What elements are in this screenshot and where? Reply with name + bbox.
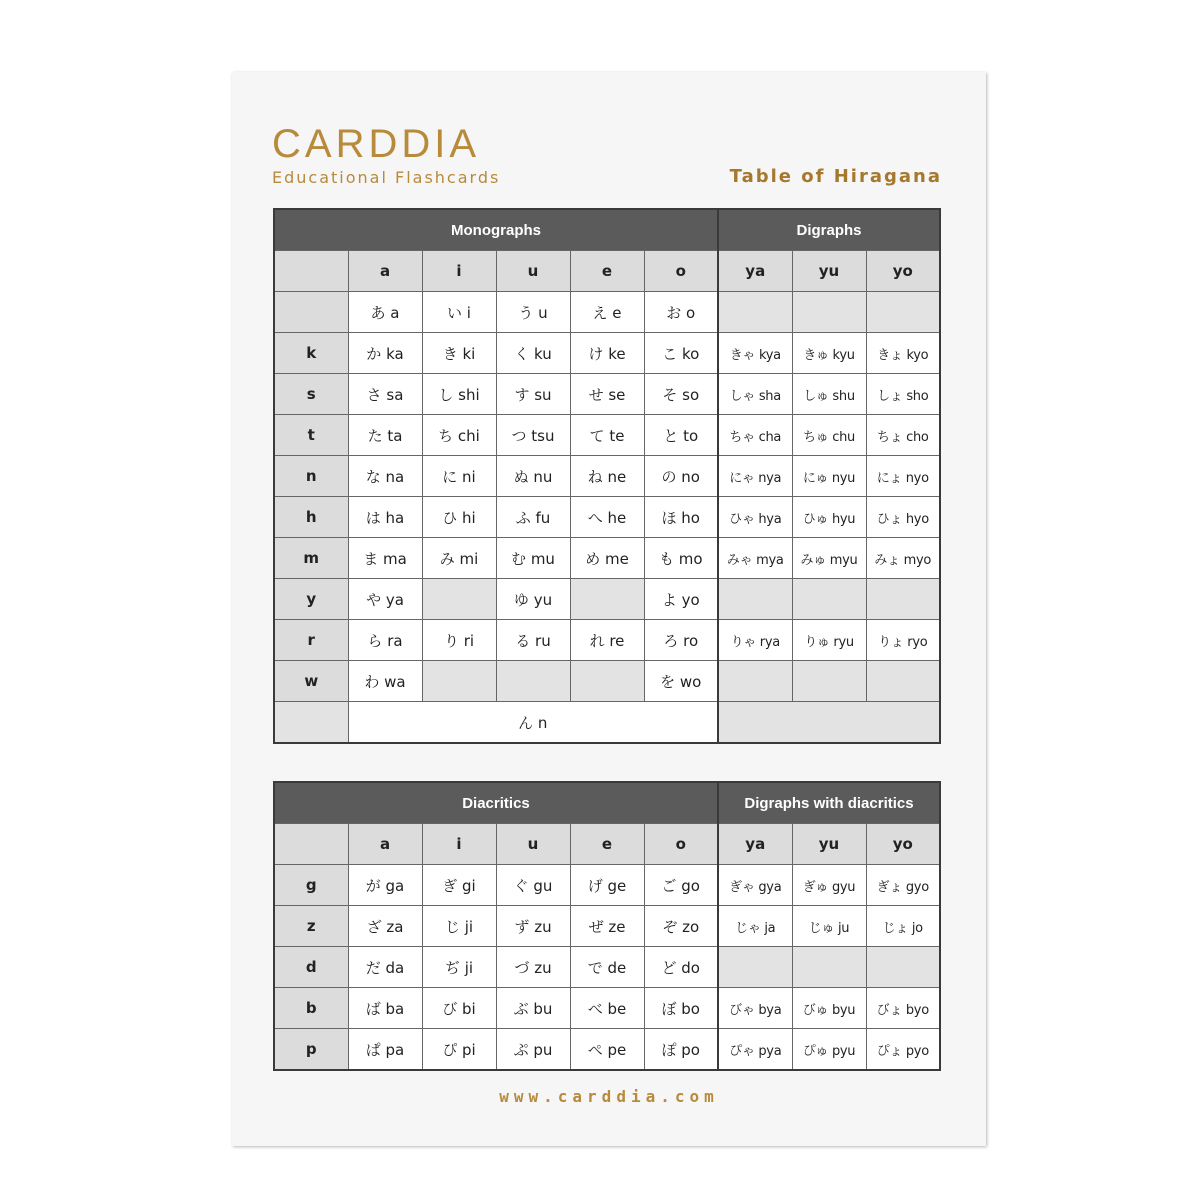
consonant-header: g (274, 865, 348, 906)
kana-cell: さ sa (348, 374, 422, 415)
digraph-cell: みょ myo (866, 538, 940, 579)
empty-cell (718, 579, 792, 620)
kana-cell: で de (570, 947, 644, 988)
empty-cell (792, 579, 866, 620)
digraph-cell: りゅ ryu (792, 620, 866, 661)
kana-cell: の no (644, 456, 718, 497)
table-row (274, 661, 940, 702)
empty-cell (866, 579, 940, 620)
kana-cell-n: ん n (348, 702, 718, 744)
kana-cell: り ri (422, 620, 496, 661)
digraphs-diacritics-header: Digraphs with diacritics (718, 782, 940, 824)
digraph-cell: ちゅ chu (792, 415, 866, 456)
digraph-cell: しゃ sha (718, 374, 792, 415)
kana-cell: ぽ po (644, 1029, 718, 1071)
y-vowel-header: yu (792, 251, 866, 292)
kana-cell: く ku (496, 333, 570, 374)
kana-cell: お o (644, 292, 718, 333)
hiragana-monographs-table (273, 208, 941, 744)
kana-cell: て te (570, 415, 644, 456)
kana-cell: よ yo (644, 579, 718, 620)
corner-cell (274, 824, 348, 865)
digraph-cell: ひゃ hya (718, 497, 792, 538)
digraph-cell: にょ nyo (866, 456, 940, 497)
kana-cell: る ru (496, 620, 570, 661)
brand-tagline: Educational Flashcards (272, 168, 501, 187)
empty-cell (274, 702, 348, 744)
consonant-header: y (274, 579, 348, 620)
consonant-header: n (274, 456, 348, 497)
table-row (274, 620, 940, 661)
empty-cell (570, 579, 644, 620)
kana-cell: づ zu (496, 947, 570, 988)
kana-cell: み mi (422, 538, 496, 579)
kana-cell: め me (570, 538, 644, 579)
empty-cell (718, 947, 792, 988)
empty-cell (570, 661, 644, 702)
consonant-header: z (274, 906, 348, 947)
kana-cell: に ni (422, 456, 496, 497)
corner-cell (274, 251, 348, 292)
digraph-cell: りゃ rya (718, 620, 792, 661)
digraph-cell: きょ kyo (866, 333, 940, 374)
kana-cell: ぜ ze (570, 906, 644, 947)
consonant-header: b (274, 988, 348, 1029)
digraph-cell: しゅ shu (792, 374, 866, 415)
consonant-header: w (274, 661, 348, 702)
y-vowel-header: ya (718, 824, 792, 865)
kana-cell: べ be (570, 988, 644, 1029)
kana-cell: ち chi (422, 415, 496, 456)
kana-cell: だ da (348, 947, 422, 988)
digraph-cell: ぴゅ pyu (792, 1029, 866, 1071)
table-row (274, 579, 940, 620)
kana-cell: ざ za (348, 906, 422, 947)
kana-cell: ぷ pu (496, 1029, 570, 1071)
digraph-cell: ぎゃ gya (718, 865, 792, 906)
empty-cell (866, 947, 940, 988)
vowel-header: a (348, 824, 422, 865)
table-row (274, 988, 940, 1029)
digraph-cell: ぎゅ gyu (792, 865, 866, 906)
kana-cell: え e (570, 292, 644, 333)
digraph-cell: ひょ hyo (866, 497, 940, 538)
table-row (274, 865, 940, 906)
vowel-header: o (644, 251, 718, 292)
empty-cell (422, 579, 496, 620)
kana-cell: は ha (348, 497, 422, 538)
digraph-cell: きゅ kyu (792, 333, 866, 374)
table-row (274, 702, 940, 744)
kana-cell: げ ge (570, 865, 644, 906)
kana-cell: れ re (570, 620, 644, 661)
hiragana-diacritics-table (273, 781, 941, 1071)
kana-cell: う u (496, 292, 570, 333)
kana-cell: ぎ gi (422, 865, 496, 906)
digraph-cell: みゃ mya (718, 538, 792, 579)
digraph-cell: じゃ ja (718, 906, 792, 947)
kana-cell: ま ma (348, 538, 422, 579)
table-row (274, 415, 940, 456)
kana-cell: ぱ pa (348, 1029, 422, 1071)
empty-cell (792, 661, 866, 702)
kana-cell: ぬ nu (496, 456, 570, 497)
table-row (274, 292, 940, 333)
kana-cell: ほ ho (644, 497, 718, 538)
diacritics-header: Diacritics (274, 782, 718, 824)
kana-cell: ひ hi (422, 497, 496, 538)
page-title: Table of Hiragana (729, 166, 942, 187)
digraphs-header: Digraphs (718, 209, 940, 251)
table-row (274, 538, 940, 579)
consonant-header: t (274, 415, 348, 456)
digraph-cell: びょ byo (866, 988, 940, 1029)
digraph-cell: りょ ryo (866, 620, 940, 661)
digraph-cell: にゃ nya (718, 456, 792, 497)
digraph-cell: ひゅ hyu (792, 497, 866, 538)
vowel-header: i (422, 824, 496, 865)
empty-cell (718, 702, 940, 744)
kana-cell: が ga (348, 865, 422, 906)
vowel-header: u (496, 251, 570, 292)
vowel-header: e (570, 251, 644, 292)
consonant-header: r (274, 620, 348, 661)
kana-cell: け ke (570, 333, 644, 374)
kana-cell: た ta (348, 415, 422, 456)
monographs-header: Monographs (274, 209, 718, 251)
table-row (274, 497, 940, 538)
kana-cell: ご go (644, 865, 718, 906)
consonant-header: d (274, 947, 348, 988)
digraph-cell: しょ sho (866, 374, 940, 415)
consonant-header: s (274, 374, 348, 415)
kana-cell: び bi (422, 988, 496, 1029)
kana-cell: ぺ pe (570, 1029, 644, 1071)
digraph-cell: みゅ myu (792, 538, 866, 579)
y-vowel-header: yo (866, 251, 940, 292)
vowel-header: o (644, 824, 718, 865)
empty-cell (718, 661, 792, 702)
kana-cell: す su (496, 374, 570, 415)
kana-cell: き ki (422, 333, 496, 374)
kana-cell: こ ko (644, 333, 718, 374)
empty-cell (866, 292, 940, 333)
kana-cell: あ a (348, 292, 422, 333)
consonant-header: h (274, 497, 348, 538)
kana-cell: を wo (644, 661, 718, 702)
y-vowel-header: yu (792, 824, 866, 865)
digraph-cell: にゅ nyu (792, 456, 866, 497)
kana-cell: ず zu (496, 906, 570, 947)
kana-cell: そ so (644, 374, 718, 415)
digraph-cell: きゃ kya (718, 333, 792, 374)
kana-cell: む mu (496, 538, 570, 579)
vowel-header: e (570, 824, 644, 865)
digraph-cell: ぎょ gyo (866, 865, 940, 906)
y-vowel-header: ya (718, 251, 792, 292)
empty-cell (792, 292, 866, 333)
kana-cell: ぴ pi (422, 1029, 496, 1071)
kana-cell: わ wa (348, 661, 422, 702)
consonant-header (274, 292, 348, 333)
vowel-header: u (496, 824, 570, 865)
kana-cell: ね ne (570, 456, 644, 497)
vowel-header: a (348, 251, 422, 292)
empty-cell (866, 661, 940, 702)
digraph-cell: びゃ bya (718, 988, 792, 1029)
kana-cell: ば ba (348, 988, 422, 1029)
kana-cell: へ he (570, 497, 644, 538)
empty-cell (792, 947, 866, 988)
empty-cell (718, 292, 792, 333)
kana-cell: か ka (348, 333, 422, 374)
kana-cell: ぐ gu (496, 865, 570, 906)
table-row (274, 456, 940, 497)
table-row (274, 947, 940, 988)
kana-cell: と to (644, 415, 718, 456)
kana-cell: ど do (644, 947, 718, 988)
column-header-row (274, 824, 940, 865)
kana-cell: ろ ro (644, 620, 718, 661)
kana-cell: ぼ bo (644, 988, 718, 1029)
kana-cell: し shi (422, 374, 496, 415)
consonant-header: k (274, 333, 348, 374)
y-vowel-header: yo (866, 824, 940, 865)
carddia-logo: CARDDIA (272, 122, 481, 166)
digraph-cell: ちょ cho (866, 415, 940, 456)
website-url: www.carddia.com (499, 1087, 719, 1106)
empty-cell (422, 661, 496, 702)
digraph-cell: ぴゃ pya (718, 1029, 792, 1071)
table-row (274, 333, 940, 374)
kana-cell: ら ra (348, 620, 422, 661)
digraph-cell: ぴょ pyo (866, 1029, 940, 1071)
kana-cell: ぞ zo (644, 906, 718, 947)
kana-cell: せ se (570, 374, 644, 415)
kana-cell: ぶ bu (496, 988, 570, 1029)
kana-cell: ゆ yu (496, 579, 570, 620)
kana-cell: ぢ ji (422, 947, 496, 988)
kana-cell: じ ji (422, 906, 496, 947)
kana-cell: や ya (348, 579, 422, 620)
consonant-header: m (274, 538, 348, 579)
empty-cell (496, 661, 570, 702)
digraph-cell: じょ jo (866, 906, 940, 947)
table-row (274, 374, 940, 415)
digraph-cell: じゅ ju (792, 906, 866, 947)
table-row (274, 906, 940, 947)
consonant-header: p (274, 1029, 348, 1071)
table-row (274, 1029, 940, 1071)
digraph-cell: びゅ byu (792, 988, 866, 1029)
kana-cell: ふ fu (496, 497, 570, 538)
kana-cell: い i (422, 292, 496, 333)
vowel-header: i (422, 251, 496, 292)
kana-cell: も mo (644, 538, 718, 579)
column-header-row (274, 251, 940, 292)
kana-cell: つ tsu (496, 415, 570, 456)
digraph-cell: ちゃ cha (718, 415, 792, 456)
kana-cell: な na (348, 456, 422, 497)
